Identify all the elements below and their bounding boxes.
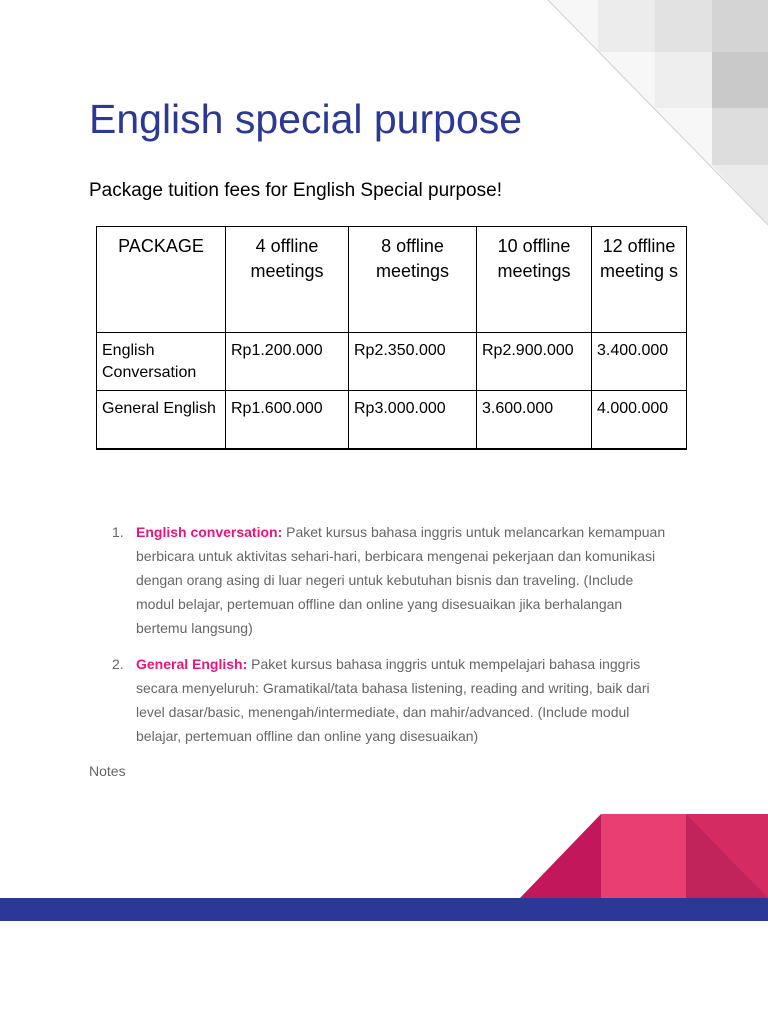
description-text: Paket kursus bahasa inggris untuk melancarkan kemampuan berbicara untuk aktivitas sehari-hari, berbicara mengenai pekerjaan dan komunikasi dengan orang asing di luar negeri untuk kebutuhan bisnis dan traveling. (Include modul belajar, pertemuan offline dan online yang disesuaikan jika berhalangan bertemu langsung) bbox=[136, 524, 666, 636]
price-cell: Rp1.600.000 bbox=[226, 391, 349, 449]
header-12-meetings: 12 offline meeting s bbox=[592, 227, 687, 333]
price-cell: Rp3.000.000 bbox=[349, 391, 477, 449]
description-term: General English: bbox=[136, 656, 248, 672]
table-row bbox=[97, 333, 687, 391]
price-cell: Rp2.900.000 bbox=[477, 333, 592, 391]
price-cell: 3.400.000 bbox=[592, 333, 687, 391]
price-cell: 4.000.000 bbox=[592, 391, 687, 449]
price-cell: Rp2.350.000 bbox=[349, 333, 477, 391]
price-cell: Rp1.200.000 bbox=[226, 333, 349, 391]
table-row bbox=[97, 391, 687, 449]
page-title: English special purpose bbox=[89, 96, 523, 142]
footer-bar bbox=[0, 898, 768, 921]
notes-label: Notes bbox=[89, 763, 126, 779]
header-8-meetings: 8 offline meetings bbox=[349, 227, 477, 333]
list-number: 2. bbox=[112, 656, 124, 672]
row-package-name: General English bbox=[97, 391, 226, 449]
description-text: Paket kursus bahasa inggris untuk mempelajari bahasa inggris secara menyeluruh: Gramatikal/tata bahasa listening, reading and writing, baik dari level dasar/basic, menengah/intermediate, dan mahir/advanced. (Include modul belajar, pertemuan offline dan online yang disesuaikan) bbox=[136, 656, 650, 744]
price-cell: 3.600.000 bbox=[477, 391, 592, 449]
list-item bbox=[110, 520, 670, 640]
list-item bbox=[110, 652, 670, 748]
description-term: English conversation: bbox=[136, 524, 283, 540]
row-package-name: English Conversation bbox=[97, 333, 226, 391]
package-descriptions-list bbox=[110, 520, 670, 760]
header-4-meetings: 4 offline meetings bbox=[226, 227, 349, 333]
header-package: PACKAGE bbox=[97, 227, 226, 333]
bottom-decoration bbox=[0, 812, 768, 924]
table-header-row bbox=[97, 227, 687, 333]
page-subtitle: Package tuition fees for English Special purpose! bbox=[89, 180, 502, 201]
tuition-fees-table bbox=[96, 226, 687, 450]
list-number: 1. bbox=[112, 524, 124, 540]
header-10-meetings: 10 offline meetings bbox=[477, 227, 592, 333]
